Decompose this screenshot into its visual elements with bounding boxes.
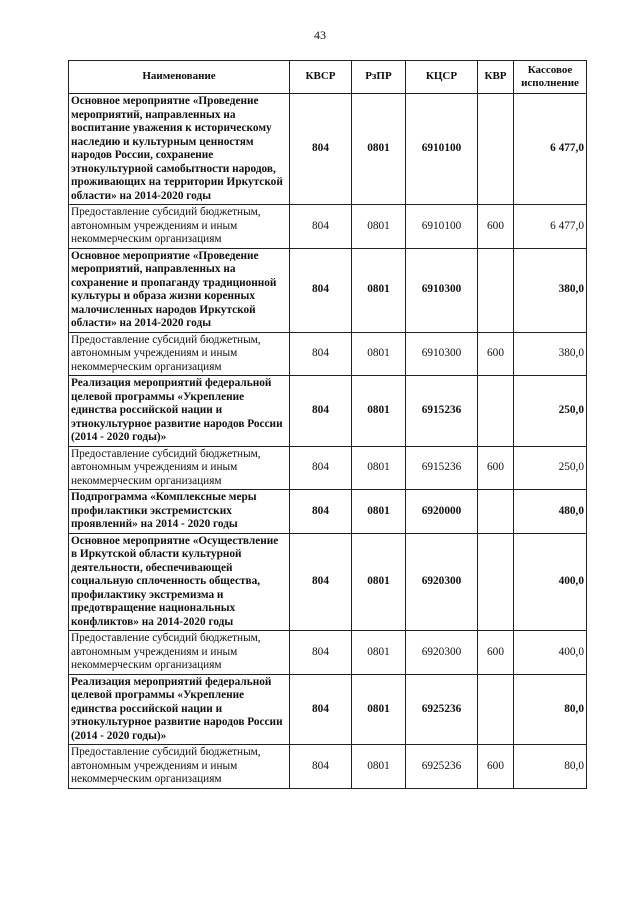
cell-amount: 380,0 — [514, 332, 587, 376]
cell-name: Предоставление субсидий бюджетным, автономным учреждениям и иным некоммерческим организациям — [69, 631, 290, 675]
header-kvr: КВР — [478, 61, 514, 94]
header-amount: Кассовое исполнение — [514, 61, 587, 94]
cell-kcsr: 6920300 — [406, 631, 478, 675]
cell-kvr — [478, 533, 514, 631]
cell-amount: 380,0 — [514, 248, 587, 332]
cell-name: Предоставление субсидий бюджетным, автономным учреждениям и иным некоммерческим организациям — [69, 205, 290, 249]
cell-amount: 6 477,0 — [514, 205, 587, 249]
cell-kcsr: 6915236 — [406, 446, 478, 490]
cell-rzpr: 0801 — [352, 446, 406, 490]
cell-rzpr: 0801 — [352, 745, 406, 789]
table-row — [69, 533, 587, 631]
table-row — [69, 745, 587, 789]
cell-kvsr: 804 — [290, 631, 352, 675]
table-row — [69, 446, 587, 490]
cell-rzpr: 0801 — [352, 533, 406, 631]
cell-kcsr: 6910100 — [406, 94, 478, 205]
cell-kvsr: 804 — [290, 376, 352, 447]
cell-name: Реализация мероприятий федеральной целевой программы «Укрепление единства российской нации и этнокультурное развитие народов России (2014 - 2020 годы)» — [69, 674, 290, 745]
cell-kvr — [478, 94, 514, 205]
cell-name: Основное мероприятие «Проведение мероприятий, направленных на сохранение и пропаганду традиционной культуры и образа жизни коренных малочисленных народов Иркутской области» на 2014-2020 годы — [69, 248, 290, 332]
header-kvsr: КВСР — [290, 61, 352, 94]
table-body — [69, 94, 587, 789]
cell-kvr — [478, 248, 514, 332]
cell-amount: 250,0 — [514, 446, 587, 490]
cell-amount: 6 477,0 — [514, 94, 587, 205]
cell-rzpr: 0801 — [352, 248, 406, 332]
cell-kvr: 600 — [478, 631, 514, 675]
table-row — [69, 332, 587, 376]
cell-kvr: 600 — [478, 205, 514, 249]
cell-amount: 400,0 — [514, 631, 587, 675]
cell-kvsr: 804 — [290, 332, 352, 376]
cell-kvsr: 804 — [290, 533, 352, 631]
cell-kcsr: 6920000 — [406, 490, 478, 534]
cell-kvsr: 804 — [290, 248, 352, 332]
cell-name: Реализация мероприятий федеральной целевой программы «Укрепление единства российской нации и этнокультурное развитие народов России (2014 - 2020 годы)» — [69, 376, 290, 447]
cell-kcsr: 6925236 — [406, 745, 478, 789]
cell-kcsr: 6920300 — [406, 533, 478, 631]
cell-amount: 80,0 — [514, 674, 587, 745]
table-row — [69, 94, 587, 205]
table-row — [69, 674, 587, 745]
table-row — [69, 631, 587, 675]
cell-kcsr: 6925236 — [406, 674, 478, 745]
header-kcsr: КЦСР — [406, 61, 478, 94]
cell-kvsr: 804 — [290, 446, 352, 490]
table-row — [69, 248, 587, 332]
table-header-row — [69, 61, 587, 94]
cell-amount: 80,0 — [514, 745, 587, 789]
cell-name: Предоставление субсидий бюджетным, автономным учреждениям и иным некоммерческим организациям — [69, 332, 290, 376]
cell-kvr — [478, 490, 514, 534]
table-row — [69, 490, 587, 534]
cell-kvsr: 804 — [290, 94, 352, 205]
cell-name: Подпрограмма «Комплексные меры профилактики экстремистских проявлений» на 2014 - 2020 годы — [69, 490, 290, 534]
cell-kvr — [478, 674, 514, 745]
table-row — [69, 376, 587, 447]
cell-kvsr: 804 — [290, 490, 352, 534]
page-number: 43 — [314, 28, 326, 42]
cell-name: Предоставление субсидий бюджетным, автономным учреждениям и иным некоммерческим организациям — [69, 446, 290, 490]
cell-kvsr: 804 — [290, 674, 352, 745]
cell-rzpr: 0801 — [352, 674, 406, 745]
cell-amount: 400,0 — [514, 533, 587, 631]
cell-name: Основное мероприятие «Проведение мероприятий, направленных на воспитание уважения к историческому наследию и культурным ценностям народов России, сохранение этнокультурной самобытности народов, проживающих на территории Иркутской области» на 2014-2020 годы — [69, 94, 290, 205]
cell-kvr: 600 — [478, 745, 514, 789]
cell-rzpr: 0801 — [352, 490, 406, 534]
cell-kvr: 600 — [478, 446, 514, 490]
cell-rzpr: 0801 — [352, 332, 406, 376]
cell-amount: 480,0 — [514, 490, 587, 534]
header-name: Наименование — [69, 61, 290, 94]
cell-rzpr: 0801 — [352, 205, 406, 249]
cell-kvr: 600 — [478, 332, 514, 376]
cell-kvr — [478, 376, 514, 447]
cell-kcsr: 6910300 — [406, 248, 478, 332]
cell-name: Предоставление субсидий бюджетным, автономным учреждениям и иным некоммерческим организациям — [69, 745, 290, 789]
cell-kcsr: 6910100 — [406, 205, 478, 249]
budget-execution-table — [68, 60, 587, 789]
cell-name: Основное мероприятие «Осуществление в Иркутской области культурной деятельности, обеспечивающей социальную сплоченность общества, профилактику экстремизма и предотвращение национальных конфликтов» на 2014-2020 годы — [69, 533, 290, 631]
cell-kvsr: 804 — [290, 205, 352, 249]
cell-rzpr: 0801 — [352, 94, 406, 205]
header-rzpr: РзПР — [352, 61, 406, 94]
cell-kcsr: 6910300 — [406, 332, 478, 376]
cell-kvsr: 804 — [290, 745, 352, 789]
cell-amount: 250,0 — [514, 376, 587, 447]
cell-kcsr: 6915236 — [406, 376, 478, 447]
cell-rzpr: 0801 — [352, 631, 406, 675]
cell-rzpr: 0801 — [352, 376, 406, 447]
table-row — [69, 205, 587, 249]
